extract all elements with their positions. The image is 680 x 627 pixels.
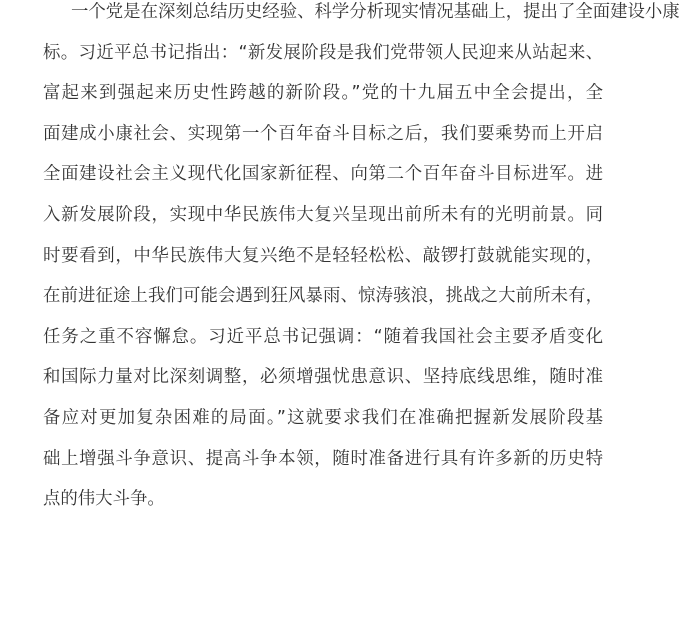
- text-line: 时要看到，中华民族伟大复兴绝不是轻轻松松、敲锣打鼓就能实现的，: [43, 245, 603, 266]
- text-line: 面建成小康社会、实现第一个百年奋斗目标之后，我们要乘势而上开启: [43, 123, 603, 144]
- text-line: 任务之重不容懈怠。习近平总书记强调：“随着我国社会主要矛盾变化: [43, 326, 603, 347]
- text-line-cutoff: 一个党是在深刻总结历史经验、科学分析现实情况基础上，提出了全面建设小康: [71, 2, 680, 22]
- text-line-last: 点的伟大斗争。: [43, 489, 165, 510]
- text-line: 入新发展阶段，实现中华民族伟大复兴呈现出前所未有的光明前景。同: [43, 204, 603, 225]
- text-line: 富起来到强起来历史性跨越的新阶段。”党的十九届五中全会提出，全: [43, 83, 603, 104]
- text-line: 础上增强斗争意识、提高斗争本领，随时准备进行具有许多新的历史特: [43, 448, 603, 469]
- text-line: 和国际力量对比深刻调整，必须增强忧患意识、坚持底线思维，随时准: [43, 367, 603, 388]
- text-line: 在前进征途上我们可能会遇到狂风暴雨、惊涛骇浪，挑战之大前所未有，: [43, 286, 603, 307]
- article-body: [43, 0, 680, 520]
- text-line: 备应对更加复杂困难的局面。”这就要求我们在准确把握新发展阶段基: [43, 407, 603, 428]
- text-line: 标。习近平总书记指出：“新发展阶段是我们党带领人民迎来从站起来、: [43, 42, 603, 63]
- text-line: 全面建设社会主义现代化国家新征程、向第二个百年奋斗目标进军。进: [43, 164, 603, 185]
